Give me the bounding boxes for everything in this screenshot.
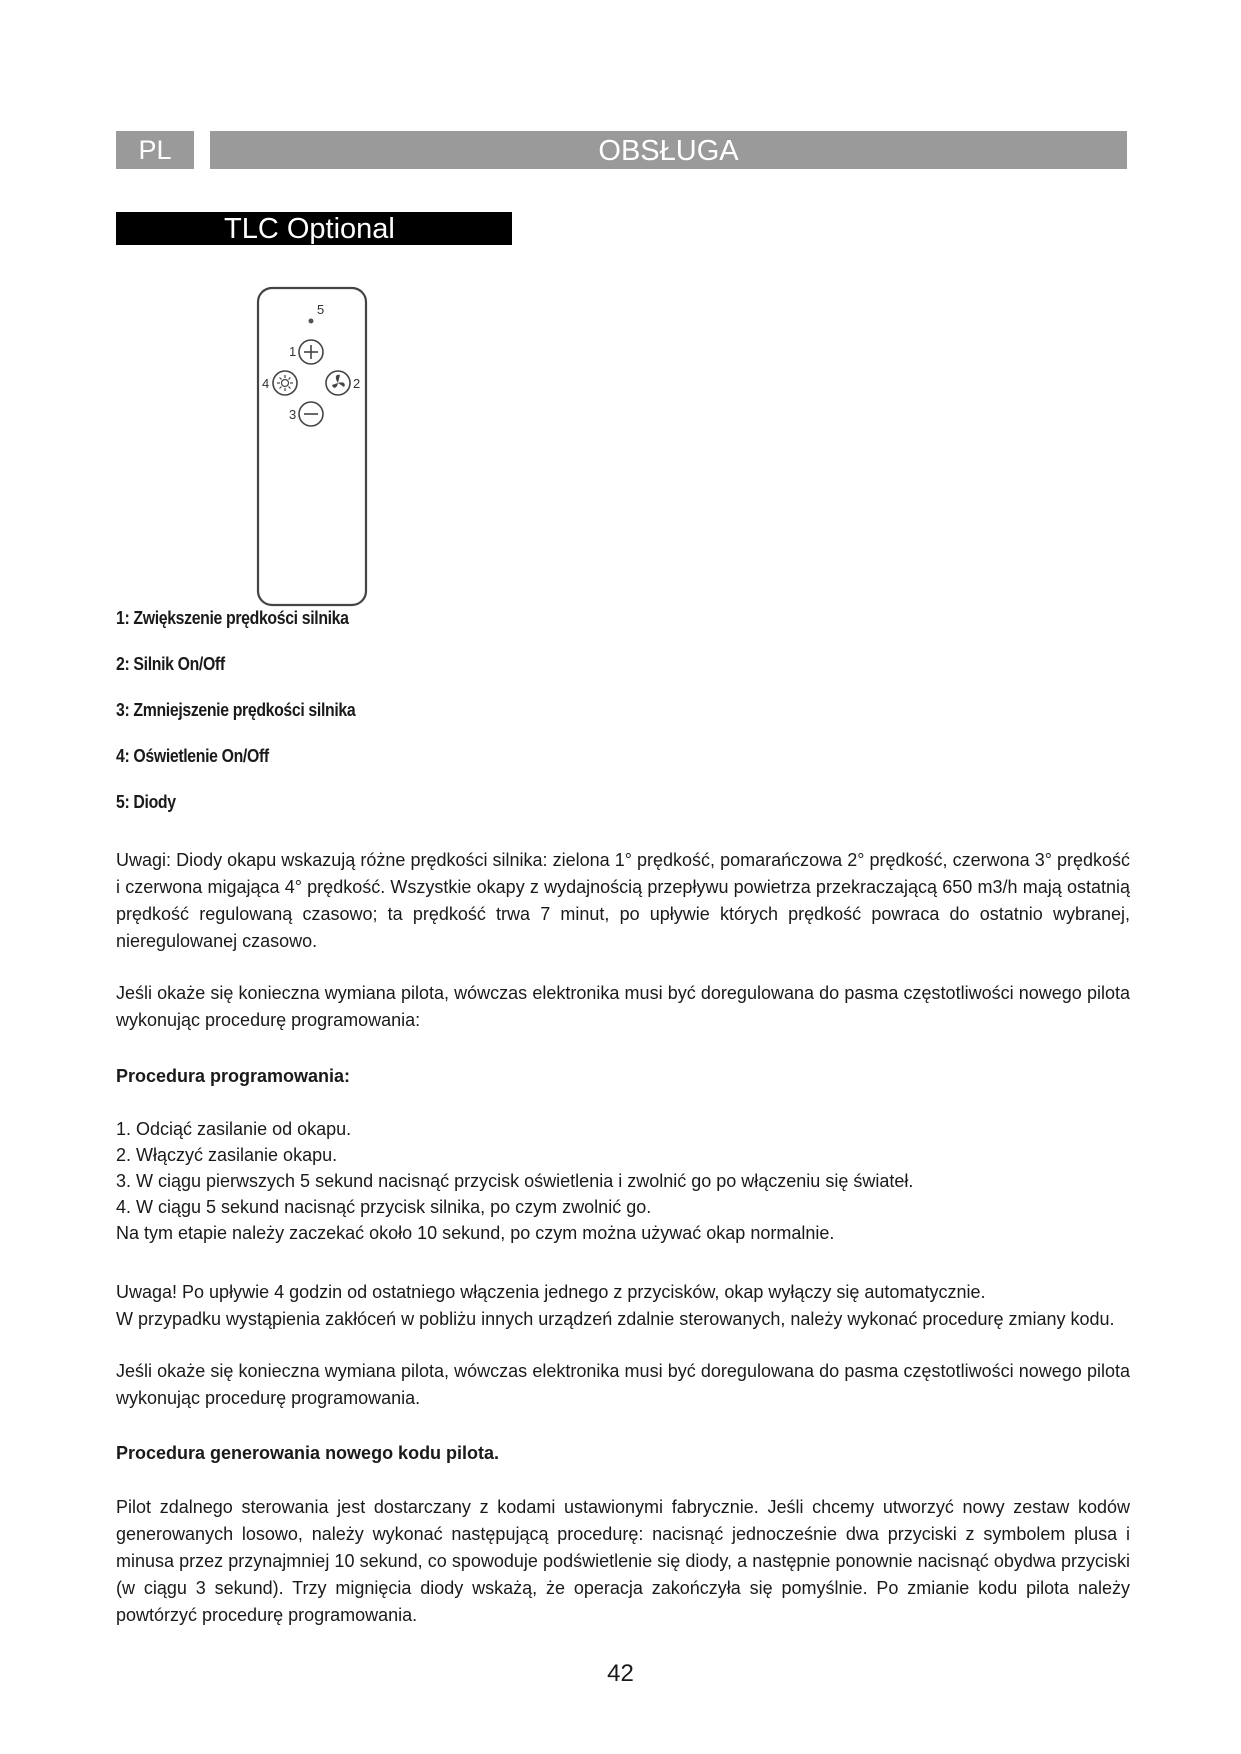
- programming-heading: Procedura programowania:: [116, 1066, 351, 1086]
- light-icon: [273, 371, 297, 395]
- step-2: 2. Włączyć zasilanie okapu.: [116, 1145, 338, 1165]
- replace-remote-paragraph: Jeśli okaże się konieczna wymiana pilota, wówczas elektronika musi być doregulowana do pasma częstotliwości nowego pilota wykonując procedurę programowania:: [116, 983, 1130, 1030]
- label-4: 4: [262, 376, 270, 391]
- step-note: Na tym etapie należy zaczekać około 10 sekund, po czym można używać okap normalnie.: [116, 1223, 835, 1243]
- warning-interference: W przypadku wystąpienia zakłóceń w pobliżu innych urządzeń zdalnie sterowanych, należy wykonać procedurę zmiany kodu.: [116, 1309, 1115, 1329]
- step-1: 1. Odciąć zasilanie od okapu.: [116, 1119, 352, 1139]
- legend-item-4: 4: Oświetlenie On/Off: [116, 746, 269, 766]
- new-code-paragraph: Pilot zdalnego sterowania jest dostarczany z kodami ustawionymi fabrycznie. Jeśli chcemy utworzyć nowy zestaw kodów generowanych losowo, należy wykonać następującą procedurę: nacisnąć jednocześnie dwa przyciski z symbolem plusa i minusa przez przynajmniej 10 sekund, co spowoduje podświetlenie się diody, a następnie ponownie nacisnąć obydwa przyciski (w ciągu 3 sekund). Trzy mignięcia diody wskażą, że operacja zakończyła się pomyślnie. Po zmianie kodu pilota należy powtórzyć procedurę programowania.: [116, 1497, 1130, 1625]
- legend-item-3: 3: Zmniejszenie prędkości silnika: [116, 700, 356, 720]
- remote-control-illustration: [255, 285, 371, 610]
- label-2: 2: [353, 376, 361, 391]
- page-title: OBSŁUGA: [210, 131, 1127, 169]
- page-number: 42: [607, 1660, 634, 1687]
- plus-icon: [299, 340, 323, 364]
- remote-body: [258, 288, 366, 605]
- step-4: 4. W ciągu 5 sekund nacisnąć przycisk silnika, po czym zwolnić go.: [116, 1197, 652, 1217]
- new-code-heading: Procedura generowania nowego kodu pilota.: [116, 1443, 500, 1463]
- led-icon: [309, 319, 314, 324]
- label-5: 5: [317, 302, 325, 317]
- minus-icon: [299, 402, 323, 426]
- section-title: TLC Optional: [224, 213, 395, 245]
- language-label: PL: [116, 131, 194, 169]
- legend-item-2: 2: Silnik On/Off: [116, 654, 225, 674]
- fan-icon: [326, 371, 350, 395]
- legend-item-1: 1: Zwiększenie prędkości silnika: [116, 608, 349, 628]
- legend-item-5: 5: Diody: [116, 792, 176, 812]
- replace-remote-paragraph-2: Jeśli okaże się konieczna wymiana pilota, wówczas elektronika musi być doregulowana do pasma częstotliwości nowego pilota wykonując procedurę programowania.: [116, 1361, 1130, 1408]
- label-3: 3: [289, 407, 297, 422]
- warning-auto-off: Uwaga! Po upływie 4 godzin od ostatniego włączenia jednego z przycisków, okap wyłączy się automatycznie.: [116, 1282, 986, 1302]
- section-title-bar: [116, 212, 512, 245]
- step-3: 3. W ciągu pierwszych 5 sekund nacisnąć przycisk oświetlenia i zwolnić go po włączeniu się świateł.: [116, 1171, 914, 1191]
- label-1: 1: [289, 344, 297, 359]
- note-paragraph: Uwagi: Diody okapu wskazują różne prędkości silnika: zielona 1° prędkość, pomarańczowa 2° prędkość, czerwona 3° prędkość i czerwona migająca 4° prędkość. Wszystkie okapy z wydajnością przepływu powietrza przekraczającą 650 m3/h mają ostatnią prędkość regulowaną czasowo; ta prędkość trwa 7 minut, po upływie których prędkość powraca do ostatnio wybranej, nieregulowanej czasowo.: [116, 850, 1130, 951]
